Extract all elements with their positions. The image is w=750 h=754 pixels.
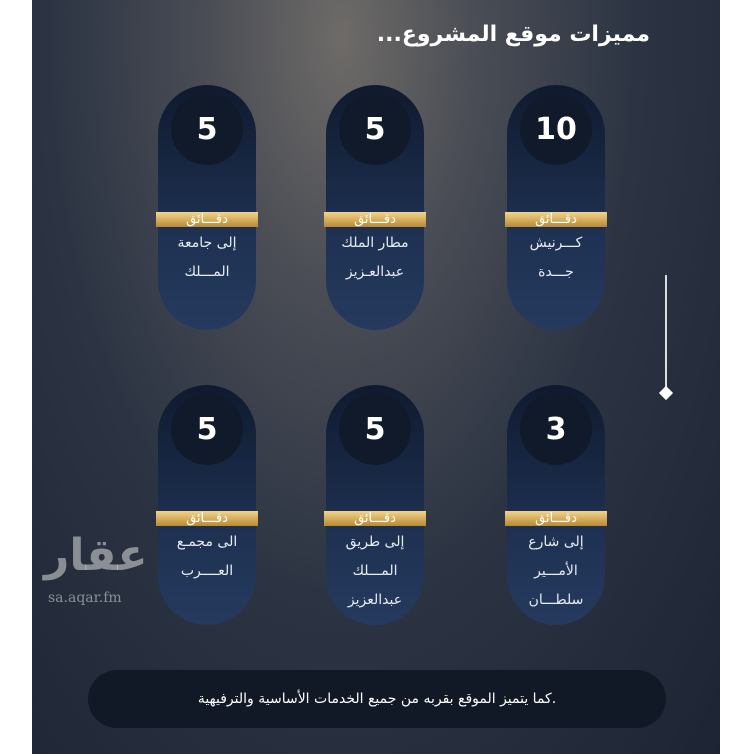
destination: كـــرنيش جـــدة <box>529 235 583 280</box>
minutes-number: 5 <box>339 93 411 165</box>
destination: إلى طريق المـــلك عبدالعزيز <box>345 534 405 608</box>
feature-card <box>326 385 424 625</box>
feature-card <box>158 85 256 330</box>
feature-card <box>507 85 605 330</box>
destination: إلى جامعة المـــلك <box>177 235 237 280</box>
minutes-label: دقـــائق <box>505 511 607 526</box>
footer-banner: .كما يتميز الموقع بقربه من جميع الخدمات الأساسية والترفيهية <box>88 670 666 728</box>
minutes-number: 5 <box>171 93 243 165</box>
minutes-number: 10 <box>520 93 592 165</box>
minutes-number: 5 <box>171 393 243 465</box>
feature-card <box>326 85 424 330</box>
minutes-number: 3 <box>520 393 592 465</box>
page-title: مميزات موقع المشروع... <box>376 22 650 47</box>
minutes-label: دقـــائق <box>156 212 258 227</box>
divider-line <box>665 275 667 388</box>
watermark-logo: عقار <box>44 530 148 581</box>
minutes-label: دقـــائق <box>505 212 607 227</box>
minutes-number: 5 <box>339 393 411 465</box>
minutes-label: دقـــائق <box>156 511 258 526</box>
minutes-label: دقـــائق <box>324 511 426 526</box>
feature-card <box>158 385 256 625</box>
watermark-url: sa.aqar.fm <box>48 590 122 606</box>
destination: مطار الملك عبدالعـزيز <box>341 235 409 280</box>
minutes-label: دقـــائق <box>324 212 426 227</box>
feature-card <box>507 385 605 625</box>
destination: إلى شارع الأمـــير سلطـــان <box>528 534 584 608</box>
destination: الى مجمـع العــــرب <box>176 534 238 579</box>
